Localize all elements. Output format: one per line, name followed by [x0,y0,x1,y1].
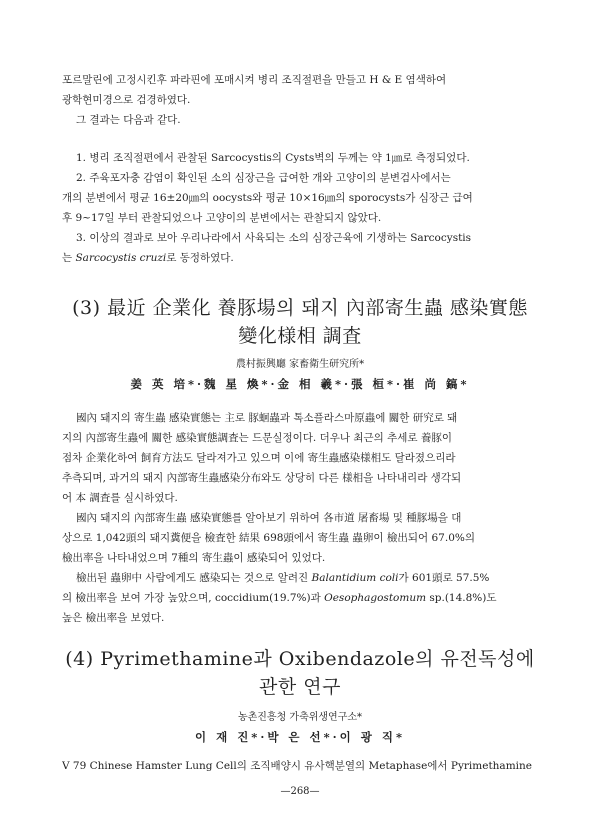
page-number: —268— [280,786,320,797]
section3-institution: 農村振興廳 家畜衛生研究所* [235,359,365,370]
result-2-end: 후 9~17일 부터 관찰되었으나 고양이의 분변에서는 관찰되지 않았다. [62,212,382,224]
section4-institution: 농촌진흥청 가축위생연구소* [237,712,363,723]
section3-para3-line3: 높은 檢出率을 보였다. [62,612,165,624]
section3-title-line2: 變化様相 調査 [238,325,362,347]
section3-title-line1: (3) 最近 企業化 養豚場의 돼지 內部寄生蟲 感染實態 [72,297,528,319]
section4-title-line1: (4) Pyrimethamine과 Oxibendazole의 유전독성에 [65,648,535,670]
result-3-end: 는 Sarcocystis cruzi로 동정하였다. [62,252,234,264]
result-3: 3. 이상의 결과로 보아 우리나라에서 사육되는 소의 심장근육에 기생하는 Sarcocystis [76,232,472,244]
species-name: Oesophagostomum [324,592,427,604]
section3-authors: 姜 英 培*·魏 星 煥*·金 相 羲*·張 桓*·崔 尚 鎬* [130,377,470,391]
section4-first-line: V 79 Chinese Hamster Lung Cell의 조직배양시 유사핵분열의 Metaphase에서 Pyrimethamine [62,760,532,772]
section3-para3-line1: 檢出된 蟲卵中 사람에게도 感染되는 것으로 알려진 Balantidium coli가 601頭로 57.5% [76,572,490,584]
section3-para1-line2: 지의 內部寄生蟲에 關한 感染實態調査는 드문실정이다. 더우나 최근의 추세로 養豚이 [62,432,453,444]
species-name: Sarcocystis cruzi [75,252,167,264]
result-2: 2. 주육포자충 감염이 확인된 소의 심장근을 급여한 개와 고양이의 분변검사에서는 [76,172,451,184]
section3-para3-line2: 의 檢出率을 보여 가장 높았으며, coccidium(19.7%)과 Oesophagostomum sp.(14.8%)도 [62,592,497,604]
section3-para2-line3: 檢出率을 나타내었으며 7種의 寄生蟲이 感染되어 있었다. [62,552,326,564]
result-2-cont: 개의 분변에서 평균 16±20㎛의 oocysts와 평균 10×16㎛의 sporocysts가 심장근 급여 [62,192,473,204]
intro-line-1: 포르말린에 고정시킨후 파라핀에 포매시켜 병리 조직절편을 만들고 H & E 염색하여 [62,74,447,86]
section3-para1-line3: 점차 企業化하여 飼育方法도 달라져가고 있으며 이에 寄生蟲感染様相도 달라졌으리라 [62,452,456,464]
section3-para1-line1: 國內 돼지의 寄生蟲 感染實態는 主로 豚蛔蟲과 톡소플라스마原蟲에 關한 研究로 돼 [76,412,458,424]
result-1: 1. 병리 조직절편에서 관찰된 Sarcocystis의 Cysts벽의 두께는 약 1㎛로 측정되었다. [76,152,470,164]
section3-para1-line5: 어 本 調査를 실시하였다. [62,492,178,504]
intro-line-2: 광학현미경으로 검경하였다. [62,94,191,106]
section3-para1-line4: 추측되며, 과거의 돼지 內部寄生蟲感染分布와도 상당히 다른 様相을 나타내리라 생각되 [62,472,462,484]
section4-title-line2: 관한 연구 [259,676,341,698]
section3-para2-line2: 상으로 1,042頭의 돼지糞便을 檢査한 結果 698頭에서 寄生蟲 蟲卵이 檢出되어 67.0%의 [62,532,475,544]
section4-authors: 이 재 진*·박 은 선*·이 광 직* [194,730,406,744]
section3-para2-line1: 國內 돼지의 內部寄生蟲 感染實態를 알아보기 위하여 各市道 屠畜場 및 種豚場을 대 [76,512,462,524]
intro-line-3: 그 결과는 다음과 같다. [76,114,181,126]
species-name: Balantidium coli [311,572,399,584]
